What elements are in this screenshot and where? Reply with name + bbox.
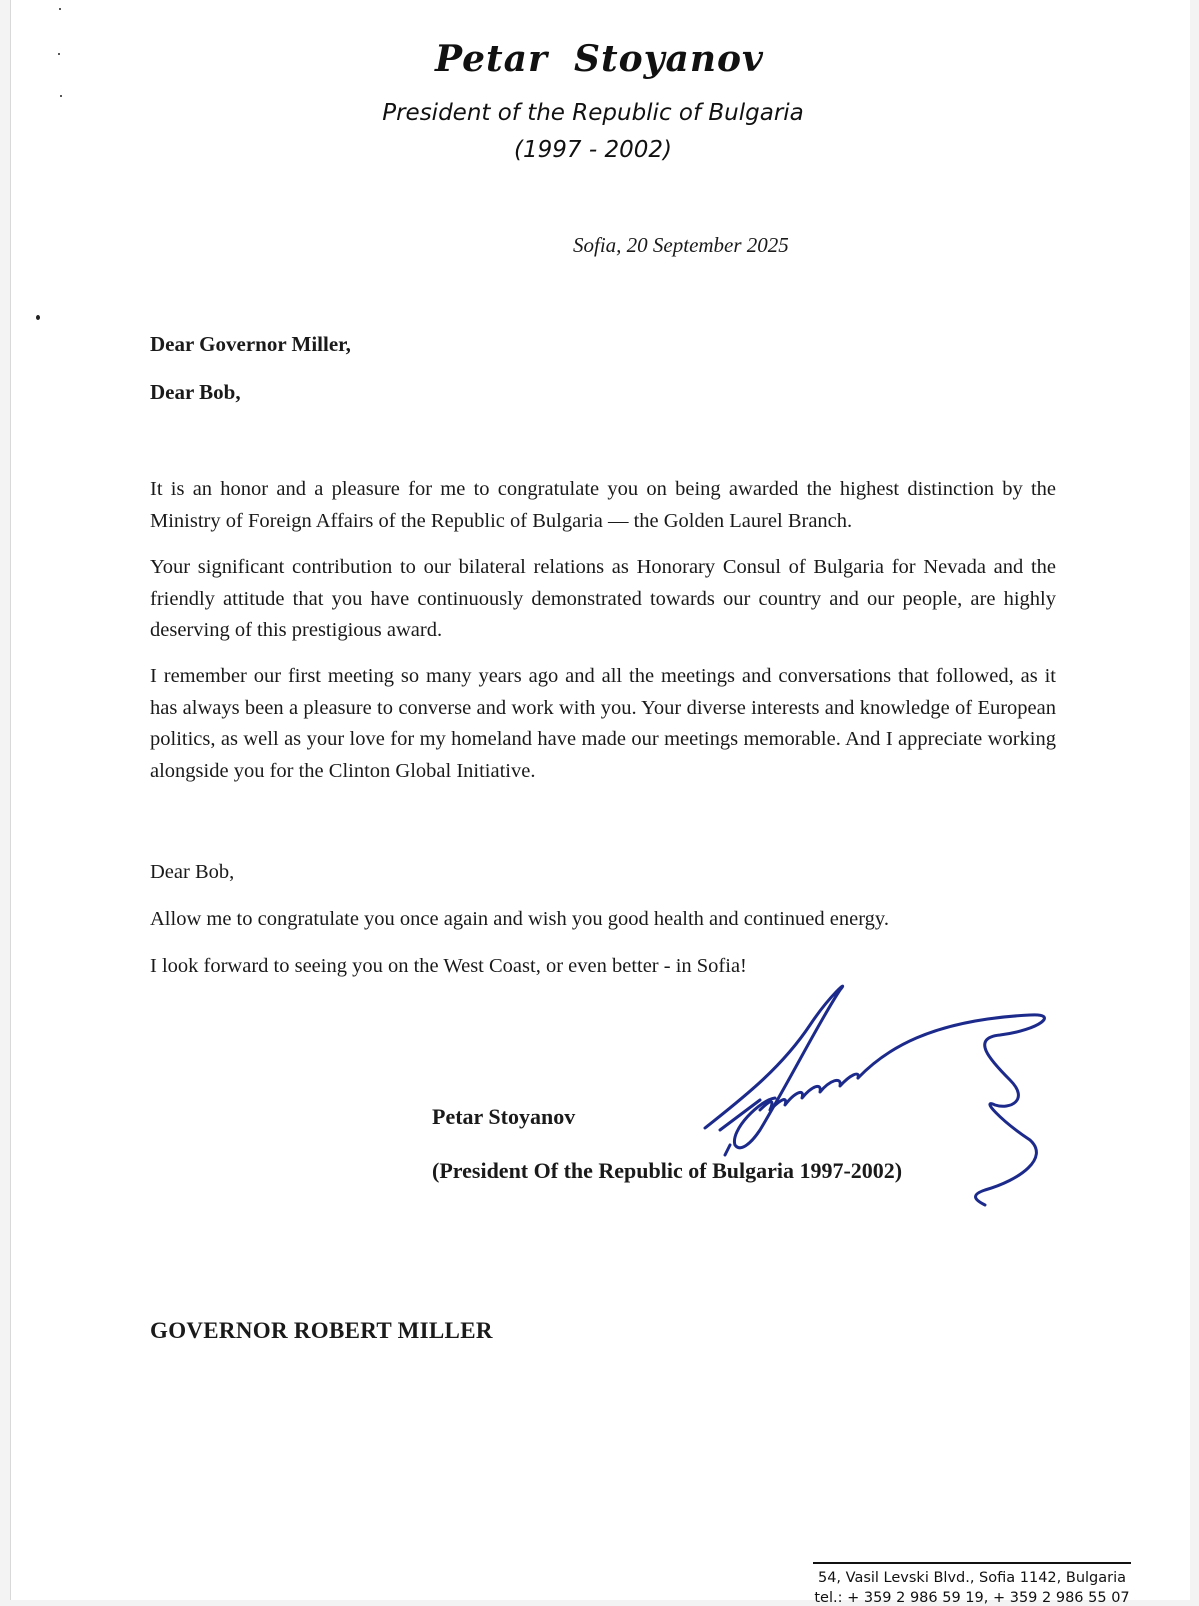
handwritten-signature-icon [700,980,1080,1220]
closing-salutation: Dear Bob, [150,861,235,883]
date-line: Sofia, 20 September 2025 [573,233,789,257]
salutation-formal: Dear Governor Miller, [150,332,351,356]
footer-divider [813,1562,1131,1564]
scan-speck [60,95,62,97]
letterhead-years: (1997 - 2002) [514,137,672,163]
recipient-name: GOVERNOR ROBERT MILLER [150,1318,493,1343]
letterhead-name [0,38,1199,80]
signatory-name: Petar Stoyanov [432,1104,576,1129]
scan-speck [59,8,61,10]
closing-line: Allow me to congratulate you once again and wish you good health and continued energy. [150,908,889,930]
body-paragraph: It is an honor and a pleasure for me to congratulate you on being awarded the highest distinction by the Ministry of Foreign Affairs of the Republic of Bulgaria — the Golden Laurel Branch. [150,478,1056,532]
body-paragraph: Your significant contribution to our bilateral relations as Honorary Consul of Bulgaria for Nevada and the friendly attitude that you have continuously demonstrated towards our country and our people, are highly deserving of this prestigious award. [150,556,1056,641]
letterhead-title: President of the Republic of Bulgaria [382,100,804,126]
scan-speck [36,315,40,320]
letterhead-last-name: Stoyanov [573,38,764,80]
salutation-informal: Dear Bob, [150,380,241,404]
signatory-title: (President Of the Republic of Bulgaria 1997-2002) [432,1158,903,1183]
letterhead-first-name: Petar [435,38,548,80]
closing-line: I look forward to seeing you on the West Coast, or even better - in Sofia! [150,955,747,977]
footer-phone: tel.: + 359 2 986 59 19, + 359 2 986 55 07 [814,1590,1130,1606]
footer-address: 54, Vasil Levski Blvd., Sofia 1142, Bulgaria [817,1570,1127,1586]
body-paragraph: I remember our first meeting so many years ago and all the meetings and conversations that followed, as it has always been a pleasure to converse and work with you. Your diverse interests and knowledge of European politics, as well as your love for my homeland have made our meetings memorable. And I appreciate working alongside you for the Clinton Global Initiative. [150,665,1056,782]
